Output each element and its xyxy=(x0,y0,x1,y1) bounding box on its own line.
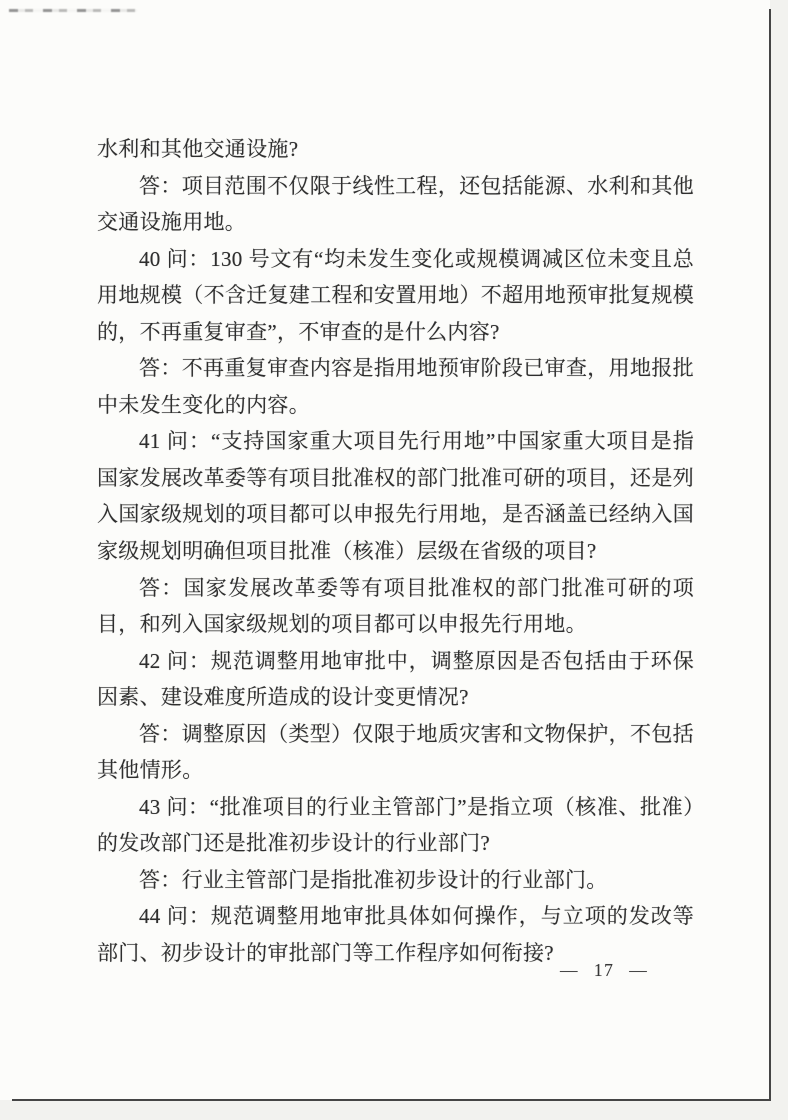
scan-smudge-artifact xyxy=(9,9,137,12)
page-number: — 17 — xyxy=(560,960,649,980)
paragraph: 43 问：“批准项目的行业主管部门”是指立项（核准、批准）的发改部门还是批准初步设计的行业部门? xyxy=(97,794,694,856)
paragraph: 答：项目范围不仅限于线性工程，还包括能源、水利和其他交通设施用地。 xyxy=(97,173,694,235)
paragraph: 答：行业主管部门是指批准初步设计的行业部门。 xyxy=(139,867,608,892)
paragraph: 答：不再重复审查内容是指用地预审阶段已审查，用地报批中未发生变化的内容。 xyxy=(97,356,694,417)
paragraph: 40 问：130 号文有“均未发生变化或规模调减区位未变且总用地规模（不含迁复建工程和安置用地）不超用地预审批复规模的，不再重复审查”，不审查的是什么内容? xyxy=(97,246,694,344)
page-edge-line-bottom xyxy=(12,1099,771,1101)
paragraph: 42 问：规范调整用地审批中，调整原因是否包括由于环保因素、建设难度所造成的设计变更情况? xyxy=(97,648,694,710)
paragraph: 答：国家发展改革委等有项目批准权的部门批准可研的项目，和列入国家级规划的项目都可以申报先行用地。 xyxy=(97,575,694,637)
paragraph: 44 问：规范调整用地审批具体如何操作，与立项的发改等部门、初步设计的审批部门等工作程序如何衔接? xyxy=(97,904,694,966)
document-body xyxy=(97,131,694,972)
page-edge-line-right xyxy=(769,9,771,1101)
paragraph: 41 问：“支持国家重大项目先行用地”中国家重大项目是指国家发展改革委等有项目批准权的部门批准可研的项目，还是列入国家级规划的项目都可以申报先行用地，是否涵盖已经纳入国家级规划明确但项目批准（核准）层级在省级的项目? xyxy=(97,429,694,564)
paragraph: 水利和其他交通设施? xyxy=(97,137,299,161)
paragraph: 答：调整原因（类型）仅限于地质灾害和文物保护，不包括其他情形。 xyxy=(97,721,694,783)
